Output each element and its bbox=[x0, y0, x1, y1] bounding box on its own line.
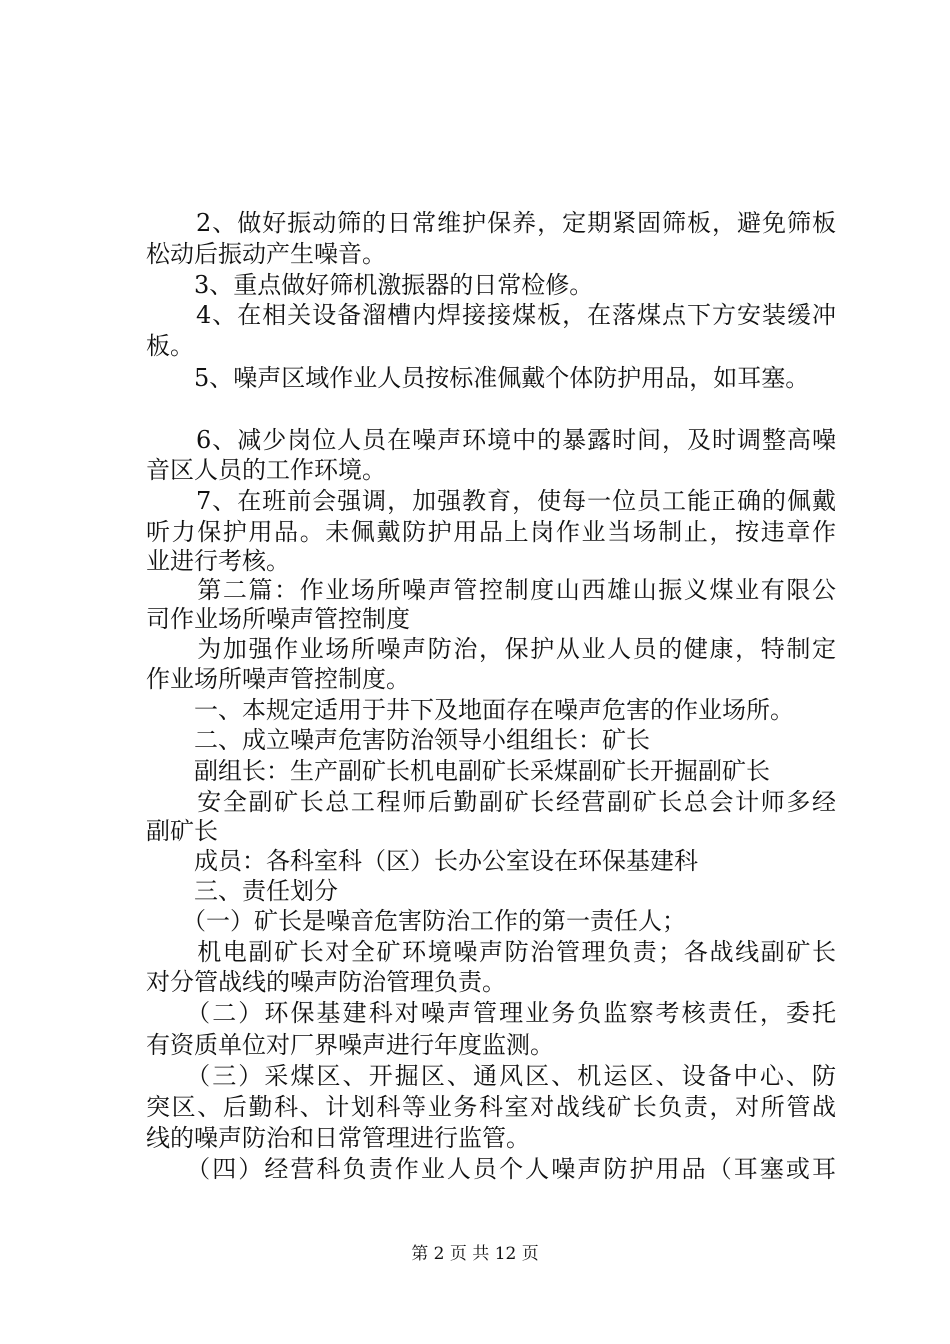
body-line: 突区、后勤科、计划科等业务科室对战线矿长负责，对所管战 bbox=[146, 1093, 836, 1121]
page-footer: 第 2 页 共 12 页 bbox=[411, 1244, 539, 1264]
body-line: 三、责任划分 bbox=[146, 877, 338, 905]
body-line: 听力保护用品。未佩戴防护用品上岗作业当场制止，按违章作 bbox=[146, 518, 836, 546]
body-line: 副组长：生产副矿长机电副矿长采煤副矿长开掘副矿长 bbox=[146, 757, 770, 785]
body-line: 7、在班前会强调，加强教育，使每一位员工能正确的佩戴 bbox=[146, 487, 836, 515]
body-line: 4、在相关设备溜槽内焊接接煤板，在落煤点下方安装缓冲 bbox=[146, 301, 836, 329]
body-line: 一、本规定适用于井下及地面存在噪声危害的作业场所。 bbox=[146, 696, 794, 724]
body-line: 对分管战线的噪声防治管理负责。 bbox=[146, 968, 506, 996]
body-line: 机电副矿长对全矿环境噪声防治管理负责；各战线副矿长 bbox=[146, 938, 836, 966]
body-line: 2、做好振动筛的日常维护保养，定期紧固筛板，避免筛板 bbox=[146, 209, 836, 237]
section-heading: 第二篇：作业场所噪声管控制度山西雄山振义煤业有限公 bbox=[146, 576, 836, 604]
body-line: 业进行考核。 bbox=[146, 547, 290, 575]
body-line: 有资质单位对厂界噪声进行年度监测。 bbox=[146, 1031, 554, 1059]
body-line: 成员：各科室科（区）长办公室设在环保基建科 bbox=[146, 847, 698, 875]
body-line: （三）采煤区、开掘区、通风区、机运区、设备中心、防 bbox=[146, 1062, 836, 1090]
body-line: 副矿长 bbox=[146, 817, 218, 845]
body-line: 为加强作业场所噪声防治，保护从业人员的健康，特制定 bbox=[146, 635, 836, 663]
body-line: 松动后振动产生噪音。 bbox=[146, 240, 386, 268]
body-line: 5、噪声区域作业人员按标准佩戴个体防护用品，如耳塞。 bbox=[146, 364, 810, 392]
body-line: 作业场所噪声管控制度。 bbox=[146, 665, 410, 693]
body-line: 板。 bbox=[146, 332, 194, 360]
body-line: （二）环保基建科对噪声管理业务负监察考核责任，委托 bbox=[146, 999, 836, 1027]
body-line: 6、减少岗位人员在噪声环境中的暴露时间，及时调整高噪 bbox=[146, 426, 836, 454]
body-line: 线的噪声防治和日常管理进行监管。 bbox=[146, 1124, 530, 1152]
body-line: 二、成立噪声危害防治领导小组组长：矿长 bbox=[146, 726, 650, 754]
body-line: （一）矿长是噪音危害防治工作的第一责任人； bbox=[146, 907, 686, 935]
body-line: （四）经营科负责作业人员个人噪声防护用品（耳塞或耳 bbox=[146, 1155, 836, 1183]
body-line: 安全副矿长总工程师后勤副矿长经营副矿长总会计师多经 bbox=[146, 788, 836, 816]
body-line: 音区人员的工作环境。 bbox=[146, 456, 386, 484]
body-line: 3、重点做好筛机激振器的日常检修。 bbox=[146, 271, 594, 299]
section-heading: 司作业场所噪声管控制度 bbox=[146, 605, 410, 633]
